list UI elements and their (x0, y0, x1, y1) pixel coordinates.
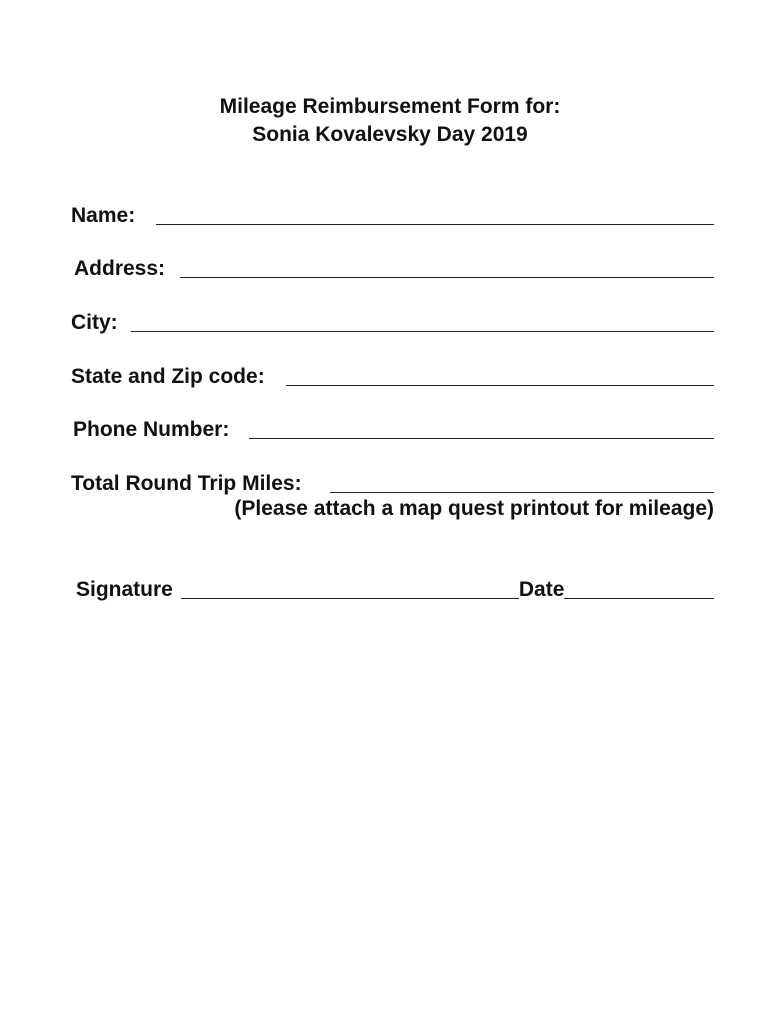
date-blank-line[interactable] (564, 598, 714, 599)
city-blank-line[interactable] (131, 331, 714, 332)
signature-label: Signature (76, 578, 173, 601)
state-zip-label: State and Zip code: (71, 365, 265, 388)
miles-label: Total Round Trip Miles: (71, 472, 302, 495)
miles-field-row (71, 470, 714, 496)
name-field-row (71, 202, 714, 228)
phone-field-row (73, 416, 714, 442)
form-subtitle: Sonia Kovalevsky Day 2019 (252, 123, 528, 146)
form-title: Mileage Reimbursement Form for: (219, 95, 561, 118)
address-blank-line[interactable] (180, 277, 714, 278)
city-field-row (71, 309, 714, 335)
signature-blank-line[interactable] (181, 598, 519, 599)
name-blank-line[interactable] (156, 224, 714, 225)
miles-note: (Please attach a map quest printout for mileage) (234, 497, 714, 520)
address-label: Address: (74, 257, 166, 280)
address-field-row (74, 255, 714, 281)
state-zip-blank-line[interactable] (286, 385, 714, 386)
phone-label: Phone Number: (73, 418, 230, 441)
name-label: Name: (71, 204, 136, 227)
city-label: City: (71, 311, 118, 334)
phone-blank-line[interactable] (249, 438, 714, 439)
signature-date-row (76, 576, 714, 602)
miles-blank-line[interactable] (330, 492, 714, 493)
date-label: Date (518, 578, 565, 601)
state-zip-field-row (71, 363, 714, 389)
